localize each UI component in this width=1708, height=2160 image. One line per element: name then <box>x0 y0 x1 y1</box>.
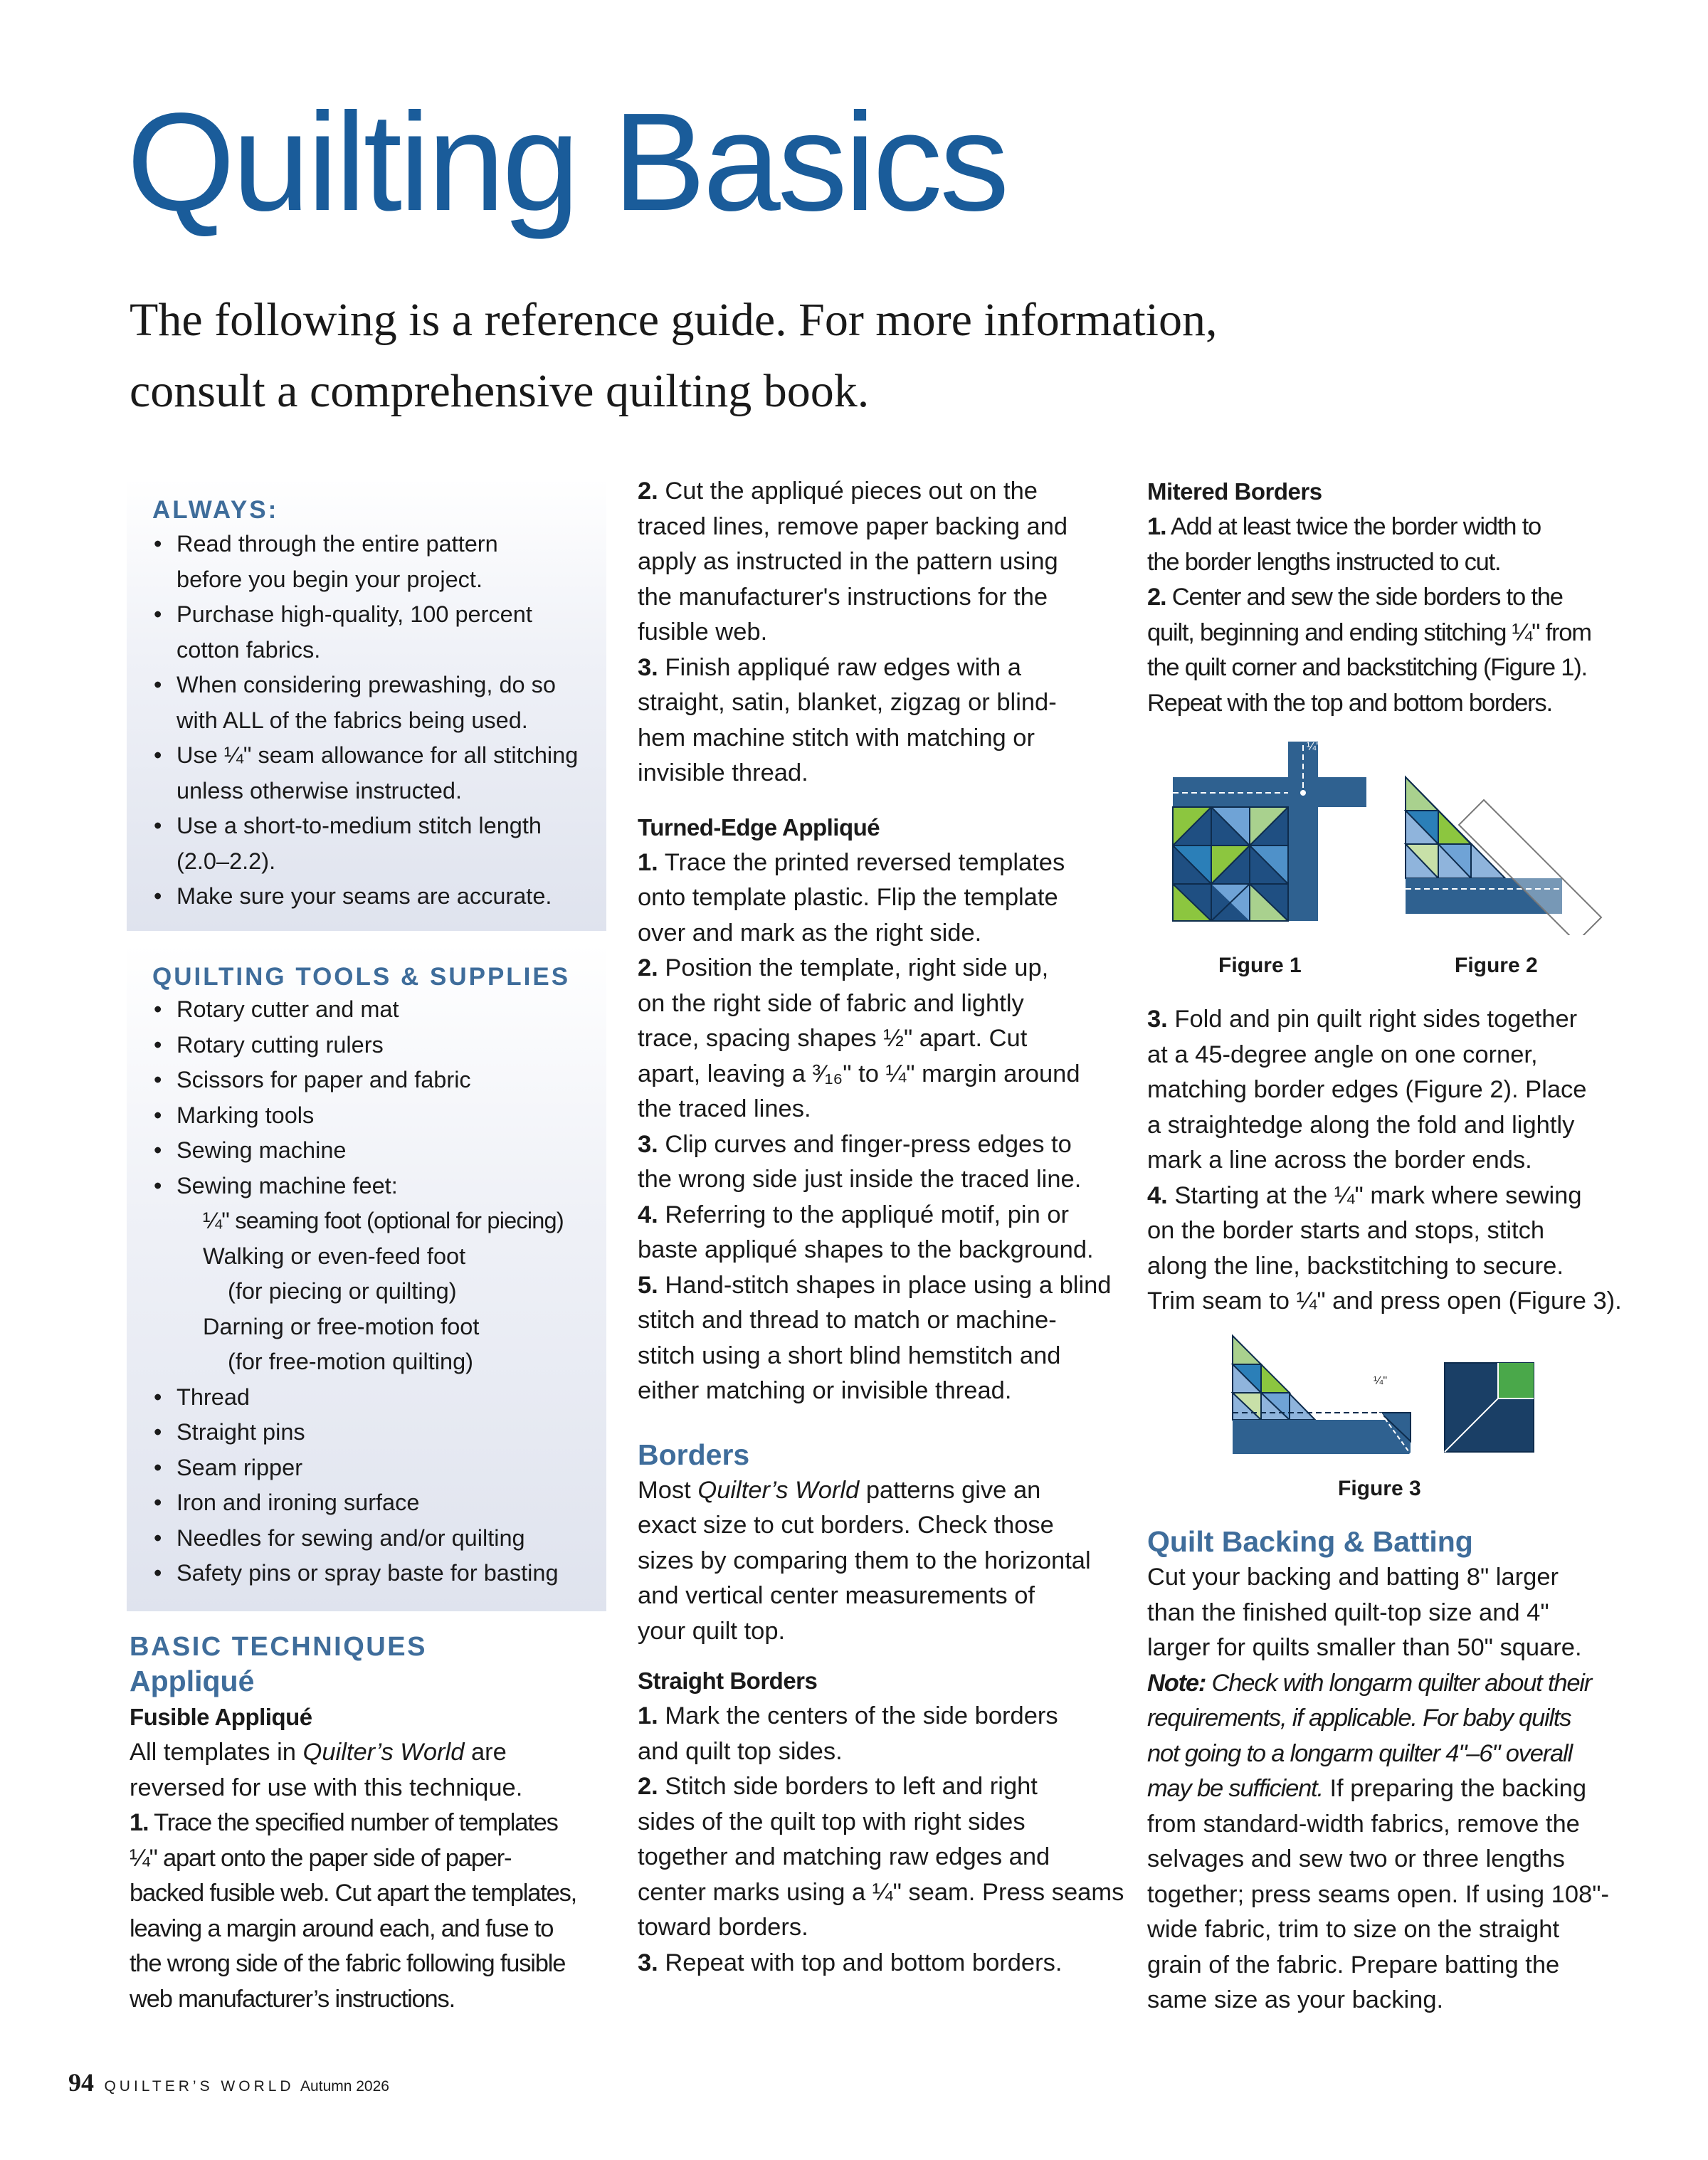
step-text: traced lines, remove paper backing and <box>638 512 1068 540</box>
presser-foot-item: ¼" seaming foot (optional for piecing) <box>203 1208 564 1233</box>
tools-item: • Rotary cutter and mat <box>127 992 606 1028</box>
turned-edge-heading: Turned-Edge Appliqué <box>638 813 880 841</box>
text-segment: your quilt top. <box>638 1617 786 1645</box>
step-line <box>1147 1179 1660 1214</box>
step-text: over and mark as the right side. <box>638 919 982 947</box>
step-number: 3. <box>1147 1006 1168 1033</box>
figure-3 <box>1231 1334 1580 1455</box>
step-text: backed fusible web. Cut apart the templates, <box>130 1880 577 1907</box>
text-line: larger for quilts smaller than 50" square. <box>1147 1634 1582 1661</box>
text-segment: patterns give an <box>859 1476 1041 1504</box>
fusible-intro <box>130 1735 613 1806</box>
tools-item: • Scissors for paper and fabric <box>127 1063 606 1098</box>
step-line <box>638 1162 1136 1198</box>
text-line: same size as your backing. <box>1147 1986 1444 2013</box>
step-text: Repeat with top and bottom borders. <box>658 1949 1063 1976</box>
column-3-top <box>1147 474 1660 721</box>
borders-heading: Borders <box>638 1438 750 1471</box>
text-line: than the finished quilt-top size and 4" <box>1147 1598 1549 1626</box>
step-line <box>130 1841 613 1877</box>
column-3-middle <box>1147 1002 1660 1319</box>
always-list <box>127 527 606 915</box>
fusible-applique-heading: Fusible Appliqué <box>130 1704 312 1730</box>
tools-item: • Needles for sewing and/or quilting <box>127 1521 606 1556</box>
step-line <box>1147 510 1660 545</box>
step-number: 2. <box>1147 584 1166 611</box>
step-line <box>1147 545 1660 581</box>
step-number: 2. <box>638 478 658 505</box>
step-line <box>130 1982 613 2018</box>
text-line <box>638 1579 1136 1614</box>
step-line <box>638 1127 1136 1163</box>
step-text: Center and sew the side borders to the <box>1166 584 1563 611</box>
text-line <box>130 1735 613 1771</box>
step-line <box>638 1198 1136 1233</box>
step-line <box>638 1769 1136 1805</box>
step-text: ¼" apart onto the paper side of paper- <box>130 1844 512 1872</box>
step-text: together and matching raw edges and <box>638 1843 1050 1870</box>
step-line <box>638 951 1136 986</box>
text-line: Cut your backing and batting 8" larger <box>1147 1564 1559 1591</box>
tools-item: • Straight pins <box>127 1415 606 1450</box>
step-line <box>638 580 1136 616</box>
step-text: Stitch side borders to left and right <box>658 1773 1038 1800</box>
step-line <box>638 1233 1136 1268</box>
always-item: • When considering prewashing, do so <box>127 668 606 703</box>
step-text: invisible thread. <box>638 759 808 786</box>
tools-heading: QUILTING TOOLS & SUPPLIES <box>152 963 571 991</box>
note-text: not going to a longarm quilter 4"–6" overall <box>1147 1739 1572 1767</box>
text-line <box>638 1473 1136 1509</box>
step-line <box>638 510 1136 545</box>
step-text: quilt, beginning and ending stitching ¼" from <box>1147 618 1591 646</box>
step-number: 3. <box>638 653 658 681</box>
step-text: Add at least twice the border width to <box>1166 513 1541 540</box>
step-text: the manufacturer's instructions for the <box>638 583 1048 611</box>
step-text: Mark the centers of the side borders <box>658 1702 1058 1729</box>
step-line <box>1147 1108 1660 1144</box>
note-line <box>1147 1737 1660 1772</box>
step-number: 5. <box>638 1271 658 1299</box>
step-text: the wrong side of the fabric following fusible <box>130 1950 566 1977</box>
fig1-quarter-mark: ¼" <box>1307 741 1321 753</box>
always-box <box>127 478 606 931</box>
always-item: with ALL of the fabrics being used. <box>176 707 528 733</box>
step-text: stitch using a short blind hemstitch and <box>638 1342 1061 1369</box>
text-line <box>638 1544 1136 1579</box>
text-line <box>638 1508 1136 1544</box>
step-line <box>130 1806 613 1841</box>
step-line <box>638 1699 1136 1734</box>
intro-line: The following is a reference guide. For more information, <box>130 294 1218 346</box>
step-text: web manufacturer’s instructions. <box>130 1985 455 2013</box>
step-text: leaving a margin around each, and fuse to <box>130 1914 554 1942</box>
step-line <box>638 615 1136 650</box>
step-number: 1. <box>638 1702 658 1729</box>
step-text: Hand-stitch shapes in place using a blind <box>658 1271 1112 1299</box>
step-line <box>1147 1284 1660 1319</box>
note-text: may be sufficient. <box>1147 1775 1323 1802</box>
basic-techniques-heading: BASIC TECHNIQUES <box>130 1632 427 1662</box>
step-text: apart, leaving a ³⁄₁₆" to ¼" margin around <box>638 1060 1080 1087</box>
step-number: 4. <box>1147 1181 1168 1209</box>
step-text: Repeat with the top and bottom borders. <box>1147 689 1552 717</box>
step-text: Starting at the ¼" mark where sewing <box>1167 1181 1582 1209</box>
step-text: Trace the specified number of templates <box>148 1809 558 1836</box>
italic-title: Quilter’s World <box>302 1739 465 1766</box>
tools-item: • Marking tools <box>127 1098 606 1134</box>
step-text: Finish appliqué raw edges with a <box>658 653 1021 681</box>
step-line <box>1147 1249 1660 1285</box>
step-text: Referring to the appliqué motif, pin or <box>658 1201 1070 1228</box>
step-text: apply as instructed in the pattern using <box>638 548 1058 575</box>
step-number: 3. <box>638 1130 658 1158</box>
step-text: at a 45-degree angle on one corner, <box>1147 1041 1538 1068</box>
step-line <box>638 986 1136 1022</box>
always-item: • Use ¼" seam allowance for all stitching <box>127 738 606 774</box>
note-line <box>1147 1701 1660 1737</box>
step-line <box>638 1946 1136 1981</box>
always-item: unless otherwise instructed. <box>176 777 463 804</box>
text-segment: exact size to cut borders. Check those <box>638 1512 1054 1539</box>
text-segment: sizes by comparing them to the horizontal <box>638 1547 1091 1574</box>
text-segment: and vertical center measurements of <box>638 1582 1035 1609</box>
presser-foot-item: Walking or even-feed foot <box>203 1243 466 1269</box>
presser-foot-item: (for piecing or quilting) <box>228 1278 457 1304</box>
step-text: on the border starts and stops, stitch <box>1147 1217 1545 1244</box>
tools-item: • Thread <box>127 1380 606 1416</box>
step-line <box>638 756 1136 791</box>
note-line <box>1147 1771 1660 1807</box>
figure-2-label: Figure 2 <box>1455 954 1538 977</box>
tools-item: • Sewing machine feet: <box>127 1169 606 1204</box>
step-text: hem machine stitch with matching or <box>638 724 1035 752</box>
text-line: from standard-width fabrics, remove the <box>1147 1810 1580 1838</box>
step-line <box>638 880 1136 916</box>
step-number: 1. <box>638 848 658 876</box>
text-segment: Most <box>638 1476 698 1504</box>
step-line <box>638 650 1136 686</box>
note-text: Check with longarm quilter about their <box>1206 1669 1592 1697</box>
step-line <box>1147 1038 1660 1073</box>
step-number: 1. <box>130 1809 149 1836</box>
step-text: on the right side of fabric and lightly <box>638 989 1024 1017</box>
step-line <box>1147 580 1660 616</box>
step-text: matching border edges (Figure 2). Place <box>1147 1076 1587 1103</box>
tools-list <box>127 992 606 1591</box>
note-line <box>1147 1666 1660 1702</box>
text-segment: All templates in <box>130 1739 303 1766</box>
step-text: Cut the appliqué pieces out on the <box>658 478 1038 505</box>
step-text: a straightedge along the fold and lightly <box>1147 1111 1575 1139</box>
step-line <box>1147 616 1660 651</box>
step-line <box>638 1303 1136 1339</box>
step-line <box>1147 1073 1660 1108</box>
step-text: Trace the printed reversed templates <box>658 848 1065 876</box>
step-line <box>638 1910 1136 1946</box>
step-line <box>638 1840 1136 1875</box>
step-text: straight, satin, blanket, zigzag or blind- <box>638 689 1057 716</box>
step-text: Position the template, right side up, <box>658 954 1049 981</box>
step-line <box>130 1912 613 1947</box>
issue-date: Autumn 2026 <box>300 2078 389 2095</box>
quilt-block <box>1173 807 1288 921</box>
step-line <box>638 1092 1136 1127</box>
step-text: sides of the quilt top with right sides <box>638 1808 1026 1835</box>
note-label: Note: <box>1147 1669 1206 1697</box>
column-2 <box>638 474 1136 1981</box>
text-line: selvages and sew two or three lengths <box>1147 1845 1565 1872</box>
step-line <box>1147 1143 1660 1179</box>
text-segment: reversed for use with this technique. <box>130 1774 523 1801</box>
figure-1 <box>1167 736 1374 928</box>
text-line: together; press seams open. If using 108"- <box>1147 1880 1609 1908</box>
always-item: cotton fabrics. <box>176 636 321 663</box>
step-text: fusible web. <box>638 618 768 646</box>
presser-foot-item: Darning or free-motion foot <box>203 1313 480 1339</box>
always-item: • Make sure your seams are accurate. <box>127 879 606 915</box>
step-line <box>1147 650 1660 686</box>
step-text: along the line, backstitching to secure. <box>1147 1252 1564 1280</box>
page-title: Quilting Basics <box>127 84 1007 240</box>
fig3-quarter-mark: ¼" <box>1374 1375 1388 1387</box>
text-line <box>638 1614 1136 1650</box>
step-line <box>638 1374 1136 1409</box>
always-heading: ALWAYS: <box>152 496 279 524</box>
step-text: the border lengths instructed to cut. <box>1147 548 1501 576</box>
text-line <box>130 1771 613 1806</box>
tools-item: • Iron and ironing surface <box>127 1485 606 1521</box>
step-text: toward borders. <box>638 1914 808 1941</box>
step-line <box>638 544 1136 580</box>
step-text: trace, spacing shapes ½" apart. Cut <box>638 1025 1028 1052</box>
tools-item: • Sewing machine <box>127 1133 606 1169</box>
straight-borders-heading: Straight Borders <box>638 1668 818 1694</box>
tools-box <box>127 944 606 1611</box>
intro-text <box>130 285 1411 427</box>
step-text: Trim seam to ¼" and press open (Figure 3). <box>1147 1287 1622 1315</box>
step-line <box>130 1946 613 1982</box>
text-line: wide fabric, trim to size on the straight <box>1147 1916 1560 1943</box>
fusible-step-1 <box>130 1806 613 2017</box>
page-footer <box>68 2067 389 2097</box>
step-line <box>638 1268 1136 1304</box>
step-text: and quilt top sides. <box>638 1737 843 1765</box>
step-text: Clip curves and finger-press edges to <box>658 1130 1072 1158</box>
step-line <box>130 1876 613 1912</box>
tools-item: • Rotary cutting rulers <box>127 1028 606 1063</box>
step-line <box>638 845 1136 881</box>
step-text: baste appliqué shapes to the background. <box>638 1236 1094 1263</box>
step-text: the wrong side just inside the traced line. <box>638 1166 1082 1193</box>
applique-heading: Appliqué <box>130 1665 255 1697</box>
text-line: grain of the fabric. Prepare batting the <box>1147 1951 1560 1979</box>
figure-2 <box>1398 771 1612 935</box>
presser-foot-item: (for free-motion quilting) <box>228 1349 473 1374</box>
intro-line: consult a comprehensive quilting book. <box>130 365 870 417</box>
step-line <box>638 1057 1136 1092</box>
step-number: 2. <box>638 954 658 981</box>
figure-1-label: Figure 1 <box>1218 954 1302 977</box>
always-item: (2.0–2.2). <box>176 848 276 874</box>
always-item: before you begin your project. <box>176 566 483 592</box>
step-number: 2. <box>638 1773 658 1800</box>
step-text: Fold and pin quilt right sides together <box>1167 1006 1578 1033</box>
note-text: requirements, if applicable. For baby quilts <box>1147 1705 1571 1732</box>
quilt-backing-heading: Quilt Backing & Batting <box>1147 1525 1473 1558</box>
magazine-name: QUILTER’S WORLD <box>104 2078 295 2095</box>
page-number: 94 <box>68 2068 94 2097</box>
step-line <box>638 1875 1136 1911</box>
text-segment: If preparing the backing <box>1322 1775 1587 1802</box>
step-line <box>638 721 1136 757</box>
step-text: mark a line across the border ends. <box>1147 1147 1532 1174</box>
step-line <box>638 916 1136 952</box>
step-text: stitch and thread to match or machine- <box>638 1307 1057 1334</box>
step-number: 4. <box>638 1201 658 1228</box>
column-3-bottom <box>1147 1523 1660 2018</box>
always-item: • Read through the entire pattern <box>127 527 606 562</box>
step-number: 3. <box>638 1949 658 1976</box>
step-line <box>638 1021 1136 1057</box>
step-text: onto template plastic. Flip the template <box>638 884 1058 911</box>
italic-title: Quilter’s World <box>697 1476 860 1504</box>
step-line <box>638 1805 1136 1840</box>
step-line <box>638 1339 1136 1374</box>
step-line <box>638 1734 1136 1770</box>
step-text: the quilt corner and backstitching (Figure 1). <box>1147 654 1587 681</box>
mitered-borders-heading: Mitered Borders <box>1147 478 1322 505</box>
basic-techniques <box>130 1628 613 2017</box>
step-line <box>638 685 1136 721</box>
step-text: either matching or invisible thread. <box>638 1377 1012 1404</box>
step-line <box>1147 1213 1660 1249</box>
always-item: • Use a short-to-medium stitch length <box>127 808 606 844</box>
step-line <box>1147 1002 1660 1038</box>
step-number: 1. <box>1147 513 1166 540</box>
step-text: center marks using a ¼" seam. Press seams <box>638 1878 1124 1906</box>
tools-item: • Safety pins or spray baste for basting <box>127 1556 606 1591</box>
always-item: • Purchase high-quality, 100 percent <box>127 597 606 633</box>
tools-item: • Seam ripper <box>127 1450 606 1486</box>
step-line <box>638 474 1136 510</box>
step-text: the traced lines. <box>638 1095 811 1122</box>
step-line <box>1147 686 1660 722</box>
figure-3-label: Figure 3 <box>1338 1477 1421 1500</box>
text-segment: are <box>464 1739 507 1766</box>
